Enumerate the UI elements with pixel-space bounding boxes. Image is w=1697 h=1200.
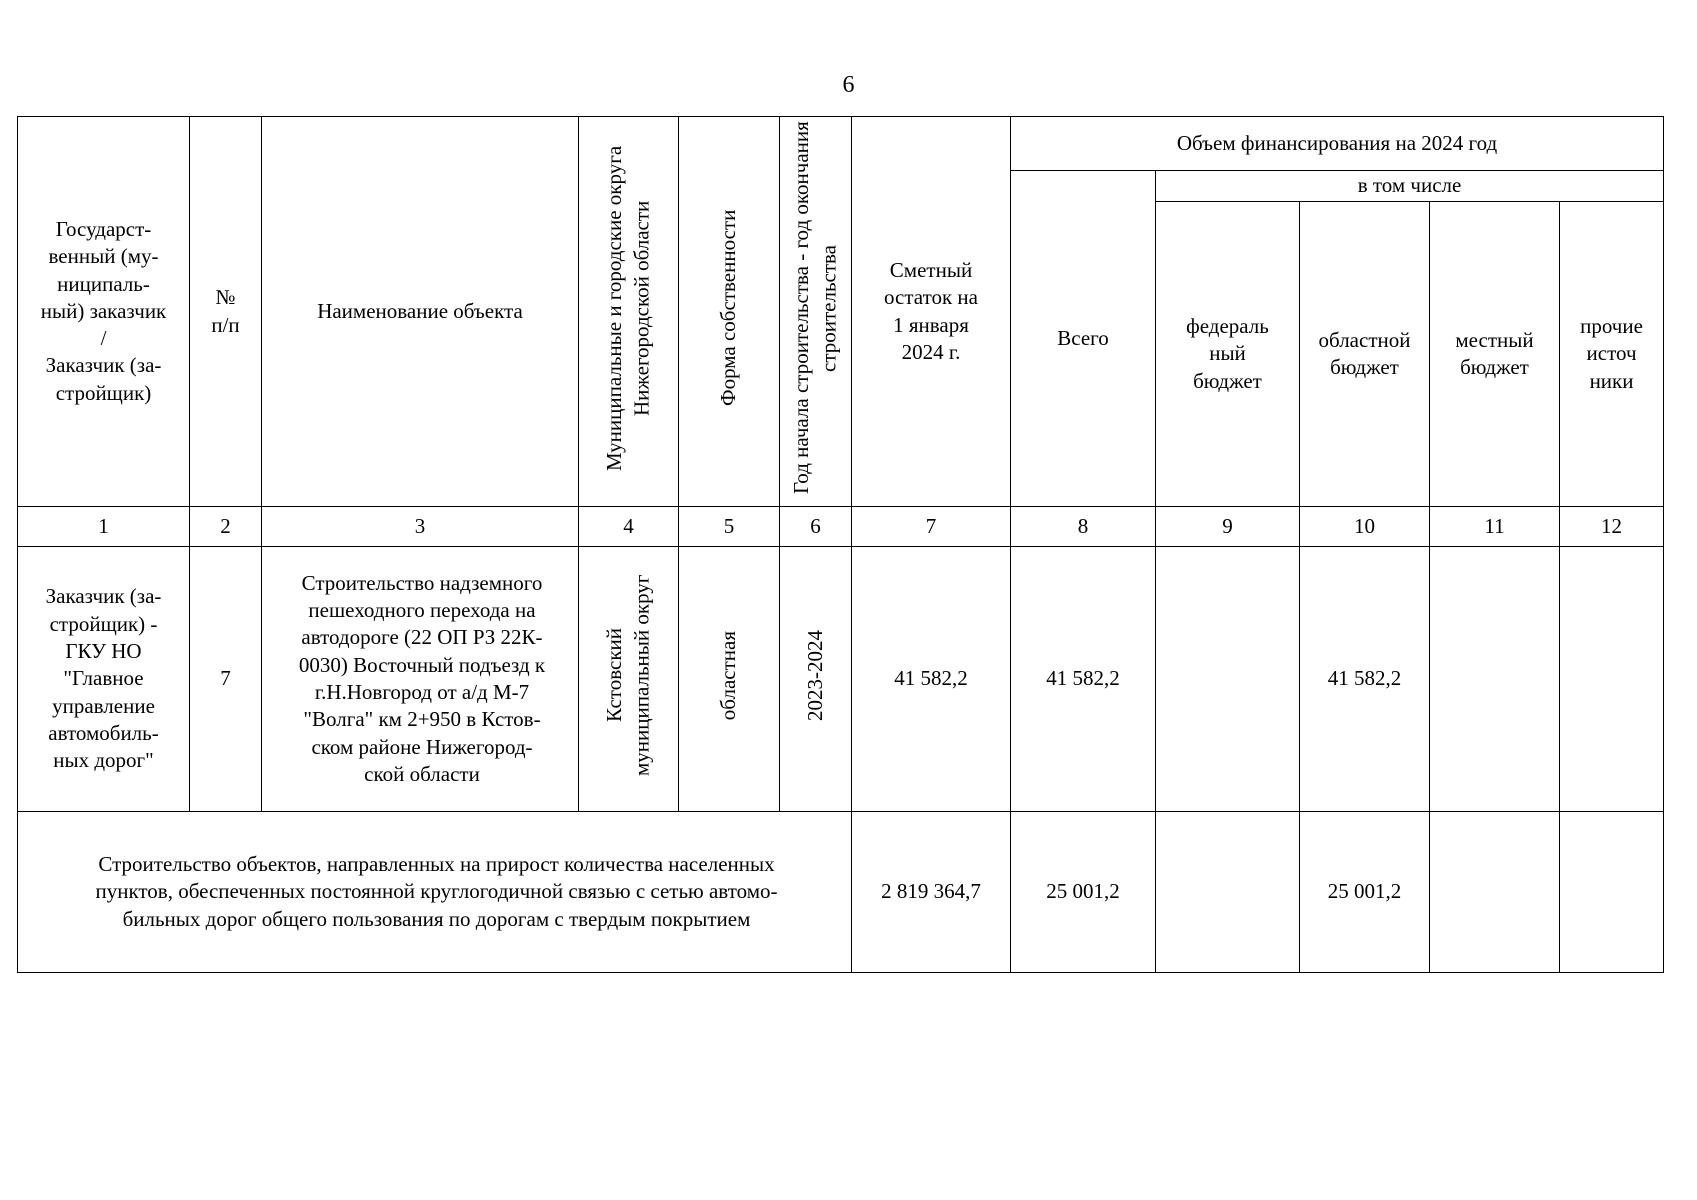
header-years-label: Год начала строительства - год окончания строительства (789, 121, 841, 495)
row-federal-budget (1156, 547, 1300, 812)
summary-federal-budget (1156, 812, 1300, 973)
header-number: № п/п (190, 117, 262, 507)
column-numbers-row (18, 507, 1664, 547)
summary-regional-budget: 25 001,2 (1300, 812, 1430, 973)
column-number: 2 (190, 507, 262, 547)
row-object-name: Строительство надземного пешеходного перехода на автодороге (22 ОП РЗ 22К- 0030) Восточный подъезд к г.Н.Новгород от а/д М-7 "Волга" км 2+950 в Кстов- ском районе Нижегород- ской области (262, 547, 579, 812)
summary-local-budget (1430, 812, 1560, 973)
row-number: 7 (190, 547, 262, 812)
header-districts (579, 117, 679, 507)
column-number: 10 (1300, 507, 1430, 547)
header-customer: Государст- венный (му- ниципаль- ный) заказчик / Заказчик (за- стройщик) (18, 117, 190, 507)
summary-total: 25 001,2 (1011, 812, 1156, 973)
column-number: 6 (780, 507, 852, 547)
column-number: 11 (1430, 507, 1560, 547)
header-funding-volume: Объем финансирования на 2024 год (1011, 117, 1664, 171)
header-object-name: Наименование объекта (262, 117, 579, 507)
row-district (579, 547, 679, 812)
summary-estimate-balance: 2 819 364,7 (852, 812, 1011, 973)
column-number: 5 (679, 507, 780, 547)
header-ownership (679, 117, 780, 507)
financing-table (17, 116, 1664, 973)
row-total: 41 582,2 (1011, 547, 1156, 812)
column-number: 3 (262, 507, 579, 547)
page-number: 6 (842, 72, 855, 98)
header-local-budget: местный бюджет (1430, 202, 1560, 507)
row-local-budget (1430, 547, 1560, 812)
header-including: в том числе (1156, 171, 1664, 202)
column-number: 4 (579, 507, 679, 547)
header-total: Всего (1011, 171, 1156, 507)
row-ownership (679, 547, 780, 812)
header-regional-budget: областной бюджет (1300, 202, 1430, 507)
header-other-sources: прочие источ ники (1560, 202, 1664, 507)
header-years (780, 117, 852, 507)
summary-row (18, 812, 1664, 973)
column-number: 7 (852, 507, 1011, 547)
row-estimate-balance: 41 582,2 (852, 547, 1011, 812)
column-number: 1 (18, 507, 190, 547)
row-years (780, 547, 852, 812)
summary-label: Строительство объектов, направленных на прирост количества населенных пунктов, обеспеченных постоянной круглогодичной связью с сетью автомо- бильных дорог общего пользования по дорогам с твердым покрытием (18, 812, 852, 973)
column-number: 9 (1156, 507, 1300, 547)
table-row (18, 547, 1664, 812)
row-ownership-label: областная (716, 630, 741, 720)
column-number: 8 (1011, 507, 1156, 547)
header-estimate-balance: Сметный остаток на 1 января 2024 г. (852, 117, 1011, 507)
row-years-label: 2023-2024 (802, 629, 827, 721)
row-district-label: Кстовский муниципальный округ (602, 574, 654, 777)
row-regional-budget: 41 582,2 (1300, 547, 1430, 812)
header-ownership-label: Форма собственности (716, 209, 741, 407)
column-number: 12 (1560, 507, 1664, 547)
header-districts-label: Муниципальные и городские округа Нижегородской области (602, 145, 654, 471)
row-customer: Заказчик (за- стройщик) - ГКУ НО "Главное управление автомобиль- ных дорог" (18, 547, 190, 812)
summary-other-sources (1560, 812, 1664, 973)
header-federal-budget: федераль ный бюджет (1156, 202, 1300, 507)
row-other-sources (1560, 547, 1664, 812)
